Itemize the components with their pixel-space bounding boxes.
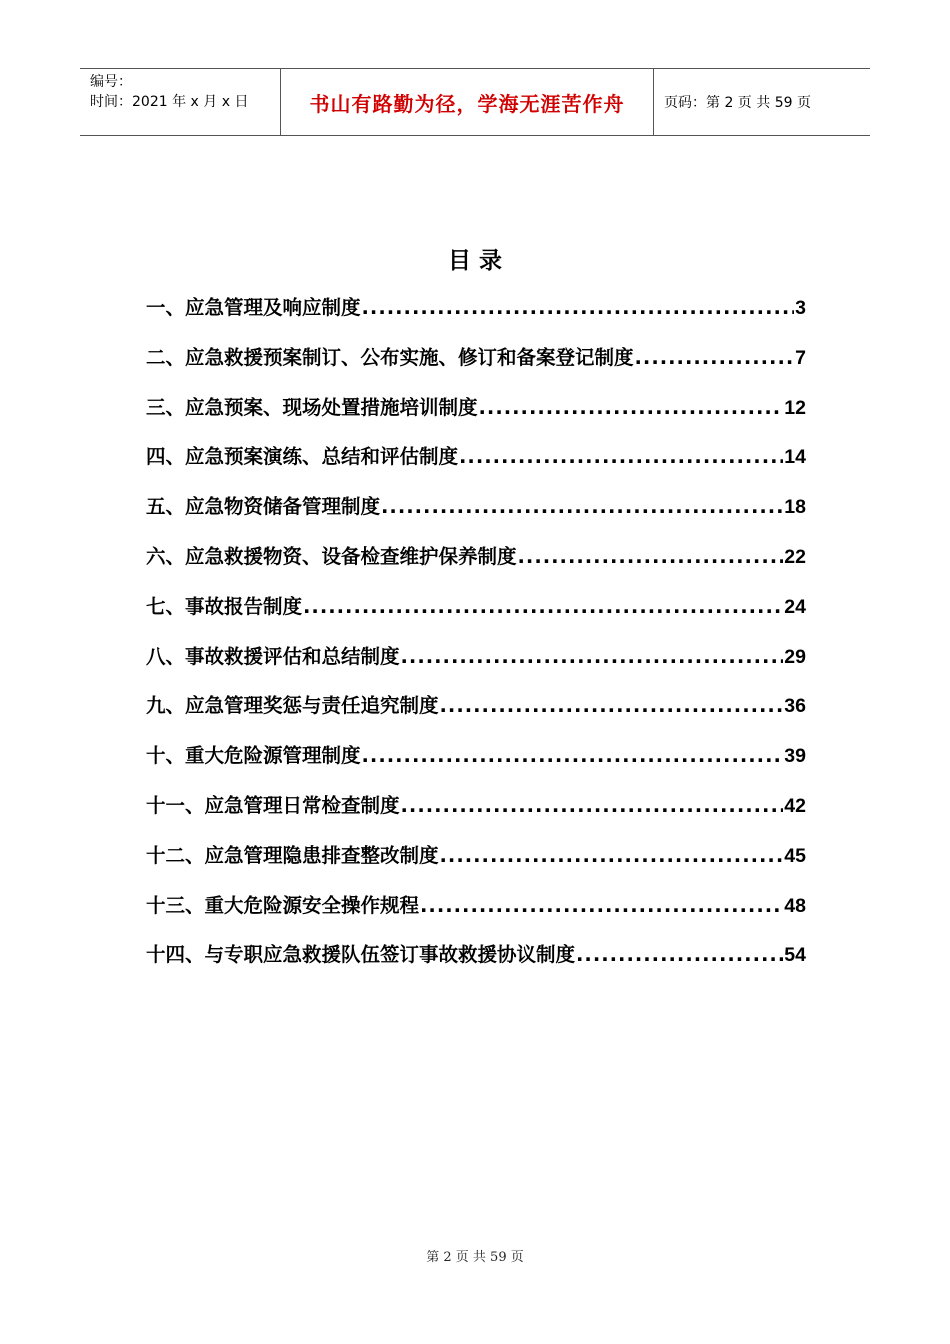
toc-entry-label: 九、应急管理奖惩与责任追究制度 xyxy=(146,694,439,718)
toc-leader-dots xyxy=(440,836,784,876)
toc-entry-page: 42 xyxy=(784,794,806,817)
toc-entry[interactable] xyxy=(146,537,806,587)
toc-entry[interactable] xyxy=(146,786,806,836)
toc-entry-page: 48 xyxy=(784,894,806,917)
toc-leader-dots xyxy=(420,886,783,926)
toc-entry[interactable] xyxy=(146,836,806,886)
toc-entry-page: 3 xyxy=(795,297,806,319)
toc-leader-dots xyxy=(362,736,784,776)
toc-entry-label: 四、应急预案演练、总结和评估制度 xyxy=(146,445,459,469)
toc-entry[interactable] xyxy=(146,288,806,338)
toc-leader-dots xyxy=(401,786,784,826)
table-of-contents xyxy=(146,288,806,985)
toc-entry-page: 7 xyxy=(795,346,806,369)
toc-entry-label: 六、应急救援物资、设备检查维护保养制度 xyxy=(146,544,517,568)
document-number-label: 编号： xyxy=(90,74,132,90)
toc-entry[interactable] xyxy=(146,388,806,438)
toc-leader-dots xyxy=(518,537,784,577)
toc-entry[interactable] xyxy=(146,935,806,985)
toc-leader-dots xyxy=(479,388,784,428)
toc-entry[interactable] xyxy=(146,686,806,736)
toc-entry-label: 十一、应急管理日常检查制度 xyxy=(146,793,400,817)
toc-leader-dots xyxy=(401,637,784,677)
toc-leader-dots xyxy=(576,935,783,975)
page-code-text: 页码：第 2 页 共 59 页 xyxy=(664,95,811,111)
toc-entry-page: 22 xyxy=(784,545,806,568)
toc-title: 目 录 xyxy=(447,248,502,274)
page-footer: 第 2 页 共 59 页 xyxy=(426,1250,524,1265)
toc-entry-label: 一、应急管理及响应制度 xyxy=(146,296,361,319)
toc-leader-dots xyxy=(362,288,795,328)
toc-entry-page: 14 xyxy=(784,446,806,469)
header-motto: 书山有路勤为径，学海无涯苦作舟 xyxy=(309,91,625,116)
toc-entry-label: 十二、应急管理隐患排查整改制度 xyxy=(146,843,439,867)
toc-entry-label: 三、应急预案、现场处置措施培训制度 xyxy=(146,395,478,419)
header-motto-cell xyxy=(281,69,654,135)
toc-entry-page: 29 xyxy=(784,645,806,668)
toc-entry[interactable] xyxy=(146,736,806,786)
toc-entry-page: 54 xyxy=(784,944,806,967)
toc-leader-dots xyxy=(635,338,795,378)
toc-entry-page: 12 xyxy=(784,396,806,419)
toc-entry-label: 十三、重大危险源安全操作规程 xyxy=(146,893,420,917)
toc-entry-label: 八、事故救援评估和总结制度 xyxy=(146,644,400,668)
document-date: 时间：2021 年 x 月 x 日 xyxy=(90,94,249,110)
toc-entry-label: 十四、与专职应急救援队伍签订事故救援协议制度 xyxy=(146,943,576,967)
toc-entry[interactable] xyxy=(146,487,806,537)
toc-entry[interactable] xyxy=(146,637,806,687)
toc-entry[interactable] xyxy=(146,587,806,637)
toc-entry-label: 十、重大危险源管理制度 xyxy=(146,744,361,768)
toc-entry-label: 五、应急物资储备管理制度 xyxy=(146,495,381,519)
toc-entry-page: 18 xyxy=(784,496,806,519)
toc-entry-label: 二、应急救援预案制订、公布实施、修订和备案登记制度 xyxy=(146,345,634,369)
header-meta xyxy=(80,69,281,135)
toc-leader-dots xyxy=(440,686,784,726)
toc-entry-label: 七、事故报告制度 xyxy=(146,594,303,618)
toc-entry[interactable] xyxy=(146,437,806,487)
toc-leader-dots xyxy=(381,487,783,527)
header-page-code xyxy=(654,69,870,135)
toc-entry-page: 24 xyxy=(784,595,806,618)
toc-leader-dots xyxy=(459,437,783,477)
toc-entry-page: 36 xyxy=(784,695,806,718)
toc-entry-page: 39 xyxy=(784,745,806,768)
toc-entry[interactable] xyxy=(146,338,806,388)
toc-leader-dots xyxy=(303,587,783,627)
toc-entry[interactable] xyxy=(146,886,806,936)
page-header xyxy=(80,68,870,136)
toc-entry-page: 45 xyxy=(784,844,806,867)
